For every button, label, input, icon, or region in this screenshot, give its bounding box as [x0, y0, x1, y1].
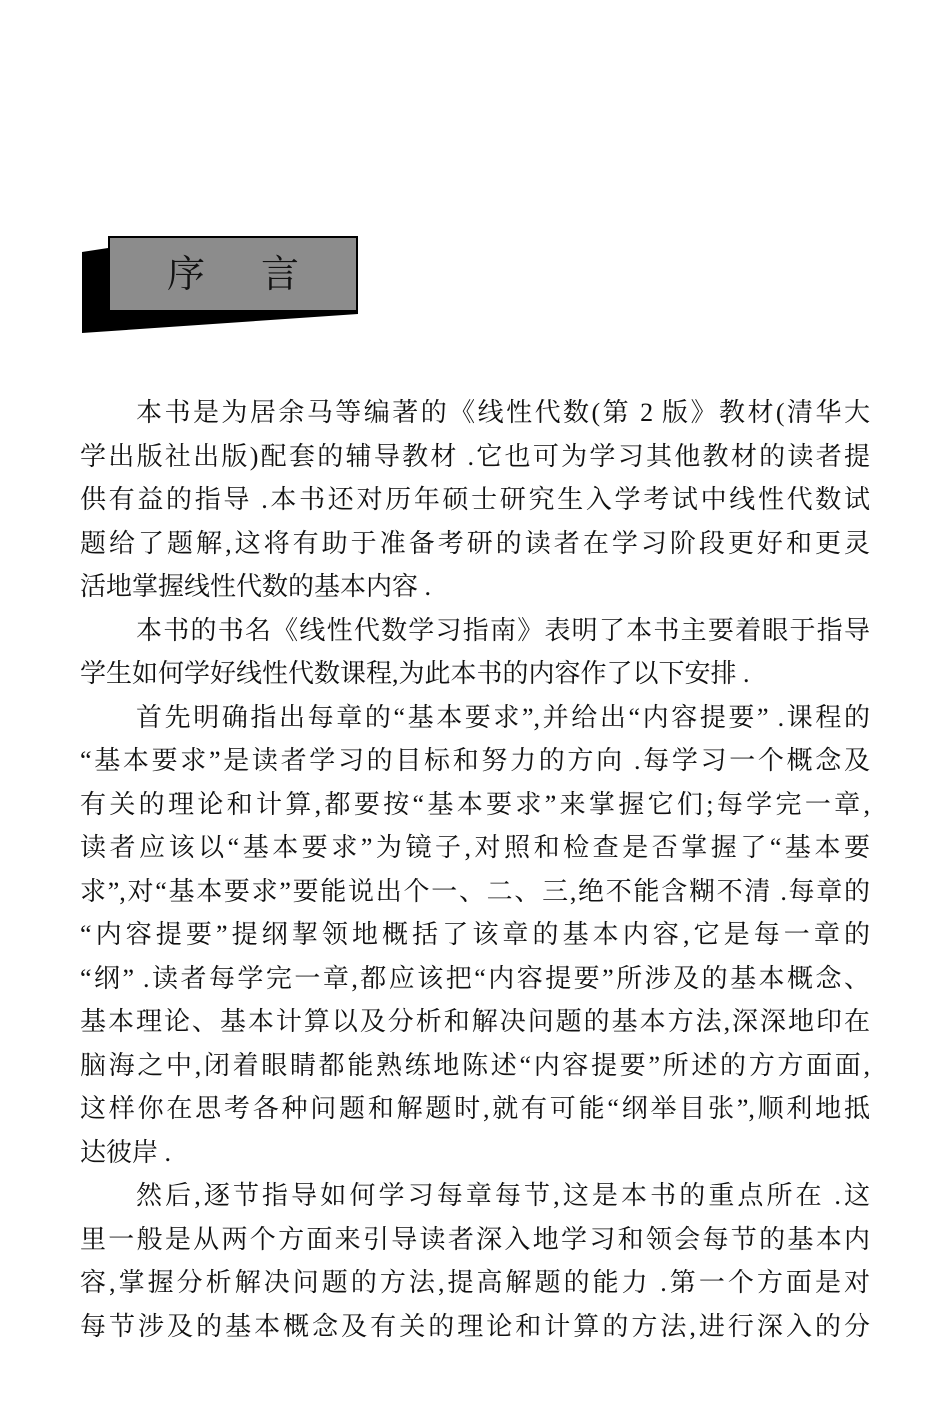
- text-line: 本书的书名《线性代数学习指南》表明了本书主要着眼于指导: [136, 615, 870, 645]
- text-line: 容,掌握分析解决问题的方法,提高解题的能力 .第一个方面是对: [80, 1268, 870, 1297]
- text-line: 本书是为居余马等编著的《线性代数(第 2 版》教材(清华大: [136, 398, 870, 427]
- text-line: 学生如何学好线性代数课程,为此本书的内容作了以下安排 .: [80, 659, 750, 688]
- text-line: 题给了题解,这将有助于准备考研的读者在学习阶段更好和更灵: [80, 528, 870, 558]
- text-line: 然后,逐节指导如何学习每章每节,这是本书的重点所在 .这: [136, 1181, 870, 1210]
- section-title-box: [108, 236, 358, 312]
- text-line: 活地掌握线性代数的基本内容 .: [80, 572, 432, 601]
- text-line: 每节涉及的基本概念及有关的理论和计算的方法,进行深入的分: [80, 1311, 870, 1341]
- text-line: 首先明确指出每章的“基本要求”,并给出“内容提要” .课程的: [136, 702, 870, 732]
- paragraph-1: [80, 391, 870, 609]
- text-line: 供有益的指导 .本书还对历年硕士研究生入学考试中线性代数试: [80, 485, 870, 514]
- text-line: 读者应该以“基本要求”为镜子,对照和检查是否掌握了“基本要: [80, 833, 870, 862]
- text-line: 里一般是从两个方面来引导读者深入地学习和领会每节的基本内: [80, 1224, 870, 1254]
- text-line: 学出版社出版)配套的辅导教材 .它也可为学习其他教材的读者提: [80, 441, 870, 471]
- text-line: 求”,对“基本要求”要能说出个一、二、三,绝不能含糊不清 .每章的: [80, 876, 870, 906]
- text-line: 有关的理论和计算,都要按“基本要求”来掌握它们;每学完一章,: [80, 789, 870, 819]
- paragraph-3: [80, 696, 870, 1175]
- text-line: “纲” .读者每学完一章,都应该把“内容提要”所涉及的基本概念、: [80, 963, 870, 993]
- paragraph-4: [80, 1174, 870, 1348]
- paragraph-2: [80, 609, 870, 696]
- text-line: 这样你在思考各种问题和解题时,就有可能“纲举目张”,顺利地抵: [80, 1094, 870, 1123]
- text-line: “基本要求”是读者学习的目标和努力的方向 .每学习一个概念及: [80, 746, 870, 775]
- section-title-char-2: 言: [261, 252, 300, 296]
- text-line: 达彼岸 .: [80, 1137, 172, 1167]
- text-line: 脑海之中,闭着眼睛都能熟练地陈述“内容提要”所述的方方面面,: [80, 1050, 870, 1080]
- text-line: “内容提要”提纲挈领地概括了该章的基本内容,它是每一章的: [80, 920, 870, 949]
- text-line: 基本理论、基本计算以及分析和解决问题的基本方法,深深地印在: [80, 1007, 870, 1036]
- preface-body: [80, 391, 870, 1348]
- section-title-char-1: 序: [166, 252, 205, 296]
